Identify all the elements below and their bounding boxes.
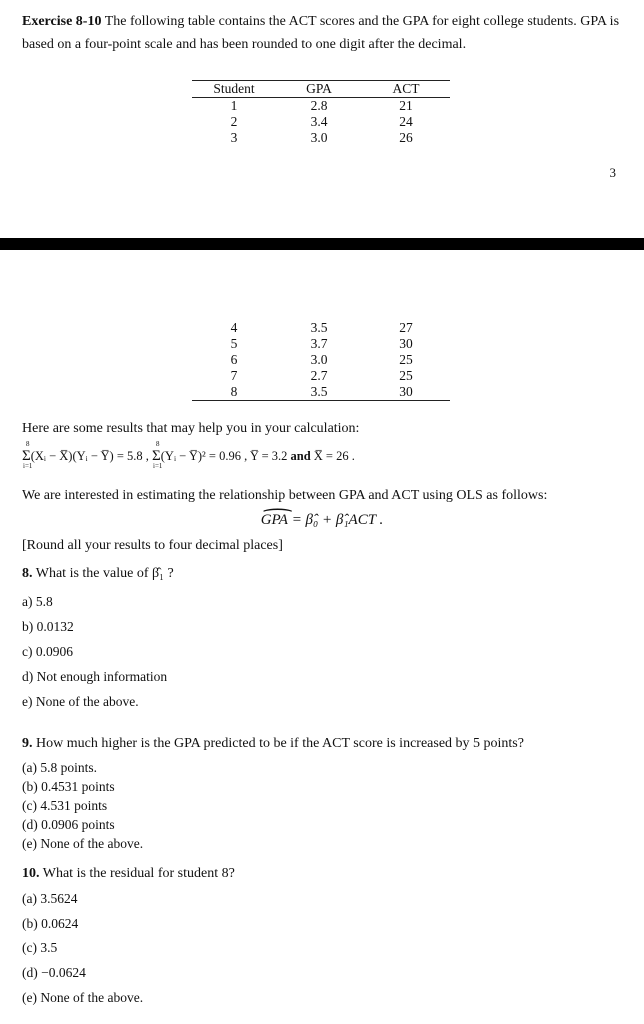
exercise-intro [22, 10, 632, 56]
page-divider [0, 238, 644, 250]
cell-gpa: 3.0 [310, 352, 328, 367]
cell-act: 24 [399, 114, 413, 129]
sum-upper: 8 [156, 440, 160, 448]
table-row [192, 336, 450, 352]
cell-act: 25 [399, 352, 413, 367]
page-number: 3 [609, 165, 616, 180]
exercise-text: The following table contains the ACT scores and the GPA for eight college students. GPA is based on a four-point scale and has been rounded to one digit after the decimal. [22, 14, 620, 52]
cell-student: 3 [230, 130, 238, 145]
table-header-row [192, 81, 450, 98]
header-act: ACT [362, 81, 450, 98]
results-intro: Here are some results that may help you in your calculation: [22, 421, 360, 436]
exercise-label: Exercise 8-10 [22, 14, 102, 29]
q9-option-c[interactable]: (c) 4.531 points [22, 798, 108, 813]
header-gpa: GPA [276, 81, 362, 98]
ols-equation [0, 512, 644, 529]
q9-option-b[interactable]: (b) 0.4531 points [22, 779, 115, 794]
question-number: 8. [22, 566, 33, 581]
q10-option-b[interactable]: (b) 0.0624 [22, 916, 79, 931]
question-text: How much higher is the GPA predicted to be if the ACT score is increased by 5 points? [32, 736, 524, 751]
cell-student: 6 [230, 352, 238, 367]
summary-formula [22, 440, 355, 470]
cell-gpa: 2.8 [310, 98, 328, 113]
table-row [192, 114, 450, 130]
data-table-part1 [192, 80, 450, 146]
x-mean: X̅ = 26 . [313, 449, 355, 463]
sum-cross-product: (Xᵢ − X̅)(Yᵢ − Y̅) = 5.8 , [30, 449, 149, 463]
gpa-hat: ⌢ GPA [261, 512, 288, 529]
question-text: What is the residual for student 8? [39, 866, 235, 881]
table-row [192, 368, 450, 384]
cell-student: 4 [230, 320, 238, 335]
table-row [192, 352, 450, 368]
cell-student: 1 [230, 98, 238, 113]
cell-gpa: 3.5 [310, 384, 328, 399]
cell-student: 8 [230, 384, 238, 399]
q9-option-a[interactable]: (a) 5.8 points. [22, 760, 97, 775]
q8-option-b[interactable]: b) 0.0132 [22, 619, 74, 634]
cell-act: 25 [399, 368, 413, 383]
and-word: and [290, 449, 311, 463]
q8-option-d[interactable]: d) Not enough information [22, 669, 168, 684]
cell-gpa: 3.4 [310, 114, 328, 129]
table-row [192, 130, 450, 146]
table-row [192, 320, 450, 336]
q8-option-e[interactable]: e) None of the above. [22, 694, 139, 709]
cell-act: 30 [399, 384, 413, 399]
question-10 [22, 866, 235, 882]
y-mean: Y̅ = 3.2 [249, 449, 288, 463]
sum-symbol: Σ 8 i=1 [22, 440, 33, 470]
sum-upper: 8 [26, 440, 30, 448]
q8-option-a[interactable]: a) 5.8 [22, 594, 53, 609]
question-number: 9. [22, 736, 33, 751]
q10-option-d[interactable]: (d) −0.0624 [22, 965, 86, 980]
cell-act: 26 [399, 130, 413, 145]
cell-act: 30 [399, 336, 413, 351]
cell-act: 27 [399, 320, 413, 335]
question-text: What is the value of β̂₁ ? [32, 566, 174, 581]
header-student: Student [192, 81, 276, 98]
question-number: 10. [22, 866, 40, 881]
cell-gpa: 3.7 [310, 336, 328, 351]
table-row [192, 98, 450, 115]
sum-lower: i=1 [23, 462, 33, 470]
cell-gpa: 3.0 [310, 130, 328, 145]
cell-act: 21 [399, 98, 413, 113]
table-row [192, 384, 450, 401]
q10-option-c[interactable]: (c) 3.5 [22, 940, 58, 955]
equation-rhs: = β̂₀ + β̂₁ACT . [287, 512, 384, 528]
sum-lower: i=1 [153, 462, 163, 470]
round-note: [Round all your results to four decimal places] [22, 538, 283, 553]
q9-option-e[interactable]: (e) None of the above. [22, 836, 144, 851]
sum-symbol: Σ 8 i=1 [152, 440, 163, 470]
data-table-part2 [192, 320, 450, 401]
cell-gpa: 3.5 [310, 320, 328, 335]
sum-squares: (Yᵢ − Y̅)² = 0.96 , [160, 449, 248, 463]
q10-option-e[interactable]: (e) None of the above. [22, 990, 144, 1005]
q8-option-c[interactable]: c) 0.0906 [22, 644, 73, 659]
q10-option-a[interactable]: (a) 3.5624 [22, 891, 78, 906]
cell-student: 7 [230, 368, 238, 383]
cell-student: 2 [230, 114, 238, 129]
ols-intro: We are interested in estimating the relationship between GPA and ACT using OLS as follows: [22, 488, 548, 503]
cell-student: 5 [230, 336, 238, 351]
cell-gpa: 2.7 [310, 368, 328, 383]
q9-option-d[interactable]: (d) 0.0906 points [22, 817, 115, 832]
question-8 [22, 566, 174, 582]
question-9 [22, 736, 524, 752]
